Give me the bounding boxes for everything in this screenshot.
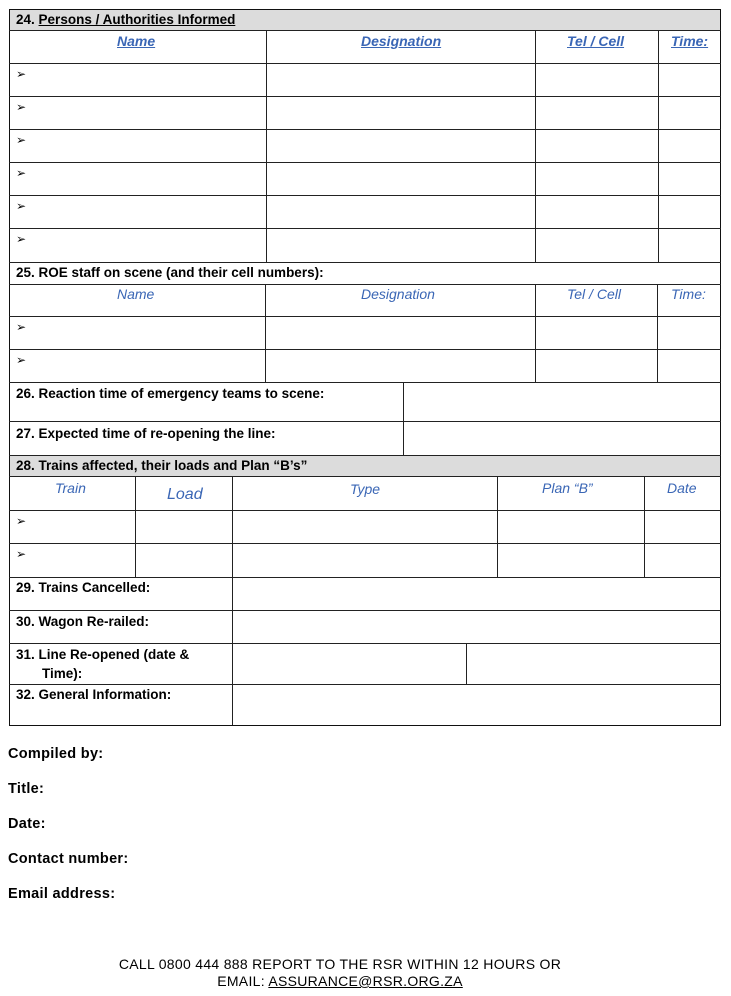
assurance-email-link[interactable]: ASSURANCE@RSR.ORG.ZA (268, 973, 463, 989)
section-24-row-bullet: ➢ (16, 100, 27, 114)
email-address-label: Email address: (8, 886, 116, 902)
section-32-label: 32. General Information: (16, 687, 172, 702)
section-25-header-designation: Designation (361, 286, 435, 302)
section-25-row-bullet: ➢ (16, 320, 27, 334)
section-28-title: 28. Trains affected, their loads and Plan “B’s” (16, 458, 308, 473)
section-24-row-bullet: ➢ (16, 199, 27, 213)
section-24-row-bullet: ➢ (16, 166, 27, 180)
section-31-label-line2: Time): (42, 666, 83, 681)
section-24-header-designation: Designation (361, 33, 442, 49)
section-28-row-bullet: ➢ (16, 514, 27, 528)
section-25-header-name: Name (117, 286, 155, 302)
section-24-row-bullet: ➢ (16, 67, 27, 81)
section-28-row-bullet: ➢ (16, 547, 27, 561)
section-29-label: 29. Trains Cancelled: (16, 580, 151, 595)
section-28-header-date: Date (667, 480, 697, 496)
notice-email-prefix: EMAIL: (217, 973, 269, 989)
contact-number-label: Contact number: (8, 851, 129, 867)
title-label: Title: (8, 781, 45, 797)
section-24-header-name: Name (117, 33, 156, 49)
section-28-header-load: Load (167, 486, 203, 503)
section-28-header-type: Type (350, 481, 381, 497)
section-30-label: 30. Wagon Re-railed: (16, 614, 150, 629)
section-24-row-bullet: ➢ (16, 133, 27, 147)
section-25-row-bullet: ➢ (16, 353, 27, 367)
notice-line-2 (0, 973, 680, 989)
section-31-label-line1: 31. Line Re-opened (date & (16, 647, 190, 662)
section-26-label: 26. Reaction time of emergency teams to scene: (16, 386, 325, 401)
section-24-header-tel: Tel / Cell (567, 33, 625, 49)
compiled-by-label: Compiled by: (8, 746, 104, 762)
section-28-header-plan-b: Plan “B” (542, 480, 593, 496)
section-24-title: 24. Persons / Authorities Informed (16, 12, 236, 27)
section-25-title: 25. ROE staff on scene (and their cell numbers): (16, 265, 324, 280)
section-24-header-time: Time: (671, 33, 709, 49)
section-28-header-train: Train (55, 480, 86, 496)
date-label: Date: (8, 816, 46, 832)
section-27-label: 27. Expected time of re-opening the line: (16, 426, 276, 441)
notice-line-1: CALL 0800 444 888 REPORT TO THE RSR WITHIN 12 HOURS OR (118, 956, 562, 972)
section-25-header-tel: Tel / Cell (567, 286, 621, 302)
section-24-row-bullet: ➢ (16, 232, 27, 246)
section-25-header-time: Time: (671, 286, 706, 302)
